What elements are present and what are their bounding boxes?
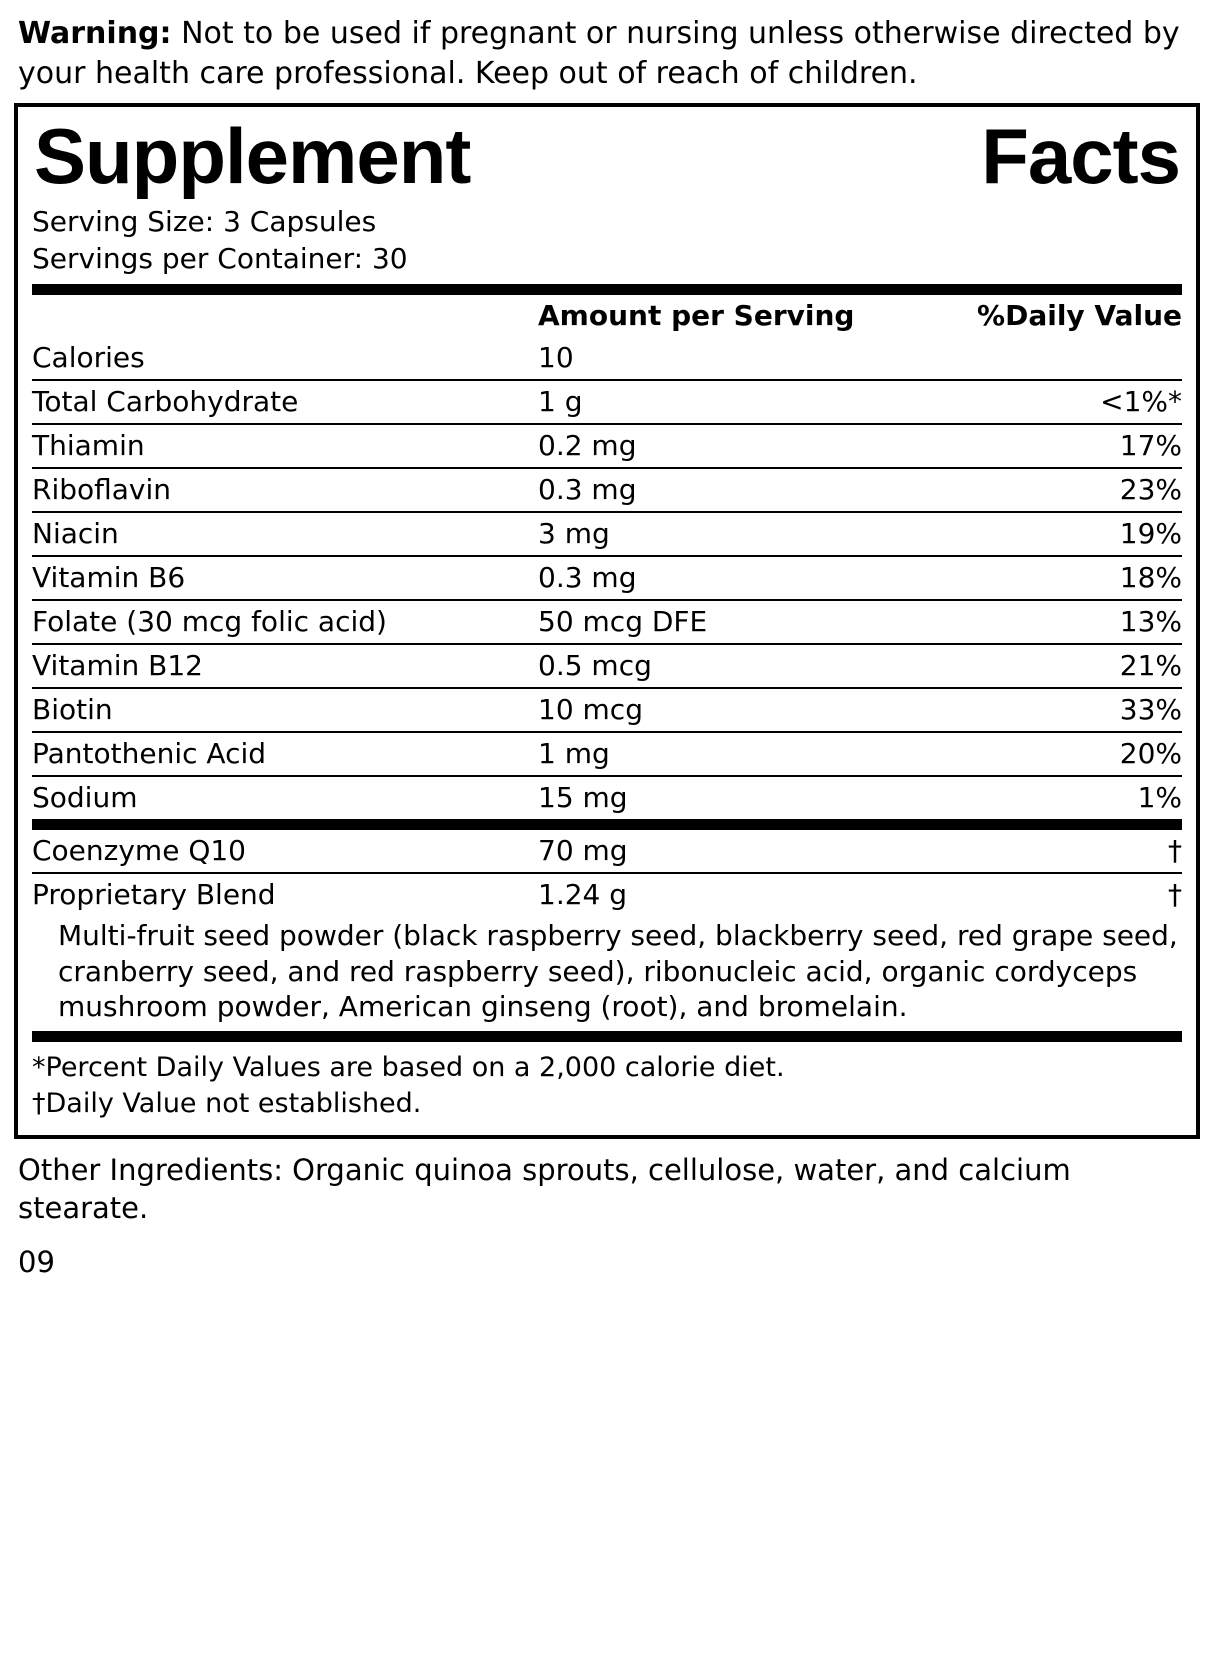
nutrient-daily-value: <1%* — [952, 380, 1182, 424]
nutrient-amount: 0.3 mg — [538, 468, 952, 512]
nutrition-table — [32, 295, 1182, 916]
nutrient-name: Thiamin — [32, 424, 538, 468]
panel-title — [32, 113, 1182, 203]
nutrient-name: Pantothenic Acid — [32, 732, 538, 776]
nutrient-daily-value: † — [952, 824, 1182, 873]
table-row — [32, 468, 1182, 512]
nutrient-daily-value: 1% — [952, 776, 1182, 825]
warning-label: Warning: — [18, 16, 172, 51]
nutrient-amount: 15 mg — [538, 776, 952, 825]
table-row — [32, 824, 1182, 873]
table-header-row — [32, 295, 1182, 337]
nutrient-name: Niacin — [32, 512, 538, 556]
nutrient-daily-value: 18% — [952, 556, 1182, 600]
nutrient-amount: 0.3 mg — [538, 556, 952, 600]
other-ingredients: Other Ingredients: Organic quinoa sprouts, cellulose, water, and calcium stearate. — [18, 1152, 1071, 1225]
rule-top-thick — [32, 284, 1182, 295]
table-row — [32, 337, 1182, 380]
panel-title-word-1: Supplement — [34, 112, 471, 201]
footnotes — [32, 1042, 1182, 1124]
label-code: 09 — [18, 1245, 55, 1280]
nutrient-daily-value: 19% — [952, 512, 1182, 556]
header-amount-per-serving: Amount per Serving — [538, 298, 855, 332]
table-row — [32, 424, 1182, 468]
warning-text — [14, 0, 1200, 103]
nutrient-daily-value: 13% — [952, 600, 1182, 644]
nutrient-daily-value: 23% — [952, 468, 1182, 512]
nutrient-name: Vitamin B6 — [32, 556, 538, 600]
serving-size: Serving Size: 3 Capsules — [32, 204, 377, 238]
rule-bottom-thick — [32, 1031, 1182, 1042]
nutrient-amount: 10 mcg — [538, 688, 952, 732]
nutrient-name: Vitamin B12 — [32, 644, 538, 688]
footnote-daily-values: *Percent Daily Values are based on a 2,000 calorie diet. — [32, 1052, 785, 1084]
nutrient-amount: 0.2 mg — [538, 424, 952, 468]
nutrient-name: Riboflavin — [32, 468, 538, 512]
nutrient-daily-value: 17% — [952, 424, 1182, 468]
nutrient-daily-value: † — [952, 873, 1182, 916]
nutrient-daily-value: 21% — [952, 644, 1182, 688]
nutrient-amount: 50 mcg DFE — [538, 600, 952, 644]
nutrient-amount: 1.24 g — [538, 873, 952, 916]
supplement-facts-panel — [14, 103, 1200, 1138]
nutrient-amount: 1 g — [538, 380, 952, 424]
nutrient-daily-value — [952, 337, 1182, 380]
nutrient-name: Folate (30 mcg folic acid) — [32, 600, 538, 644]
nutrient-amount: 0.5 mcg — [538, 644, 952, 688]
nutrient-daily-value: 20% — [952, 732, 1182, 776]
nutrient-amount: 1 mg — [538, 732, 952, 776]
footnote-dv-not-established: †Daily Value not established. — [32, 1088, 422, 1120]
header-nutrient — [32, 295, 538, 337]
table-row — [32, 556, 1182, 600]
nutrient-amount: 3 mg — [538, 512, 952, 556]
nutrient-name: Total Carbohydrate — [32, 380, 538, 424]
servings-per-container: Servings per Container: 30 — [32, 242, 408, 276]
nutrient-amount: 10 — [538, 340, 574, 374]
table-row — [32, 873, 1182, 916]
header-daily-value: %Daily Value — [977, 298, 1182, 332]
nutrient-name: Biotin — [32, 688, 538, 732]
table-row — [32, 600, 1182, 644]
nutrient-name: Proprietary Blend — [32, 873, 538, 916]
table-row — [32, 644, 1182, 688]
nutrient-name: Coenzyme Q10 — [32, 824, 538, 873]
table-row — [32, 732, 1182, 776]
panel-title-word-2: Facts — [981, 112, 1180, 201]
warning-body: Not to be used if pregnant or nursing unless otherwise directed by your health care professional. Keep out of reach of children. — [18, 16, 1180, 91]
nutrient-amount: 70 mg — [538, 824, 952, 873]
serving-info — [32, 203, 1182, 284]
proprietary-blend-description: Multi-fruit seed powder (black raspberry seed, blackberry seed, red grape seed, cranberry seed, and red raspberry seed), ribonucleic acid, organic cordyceps mushroom powder, American ginseng (root), and bromelain. — [58, 918, 1178, 1024]
nutrient-daily-value: 33% — [952, 688, 1182, 732]
nutrient-name: Calories — [32, 340, 145, 374]
table-row — [32, 776, 1182, 825]
table-row — [32, 380, 1182, 424]
nutrient-name: Sodium — [32, 776, 538, 825]
table-row — [32, 688, 1182, 732]
table-row — [32, 512, 1182, 556]
